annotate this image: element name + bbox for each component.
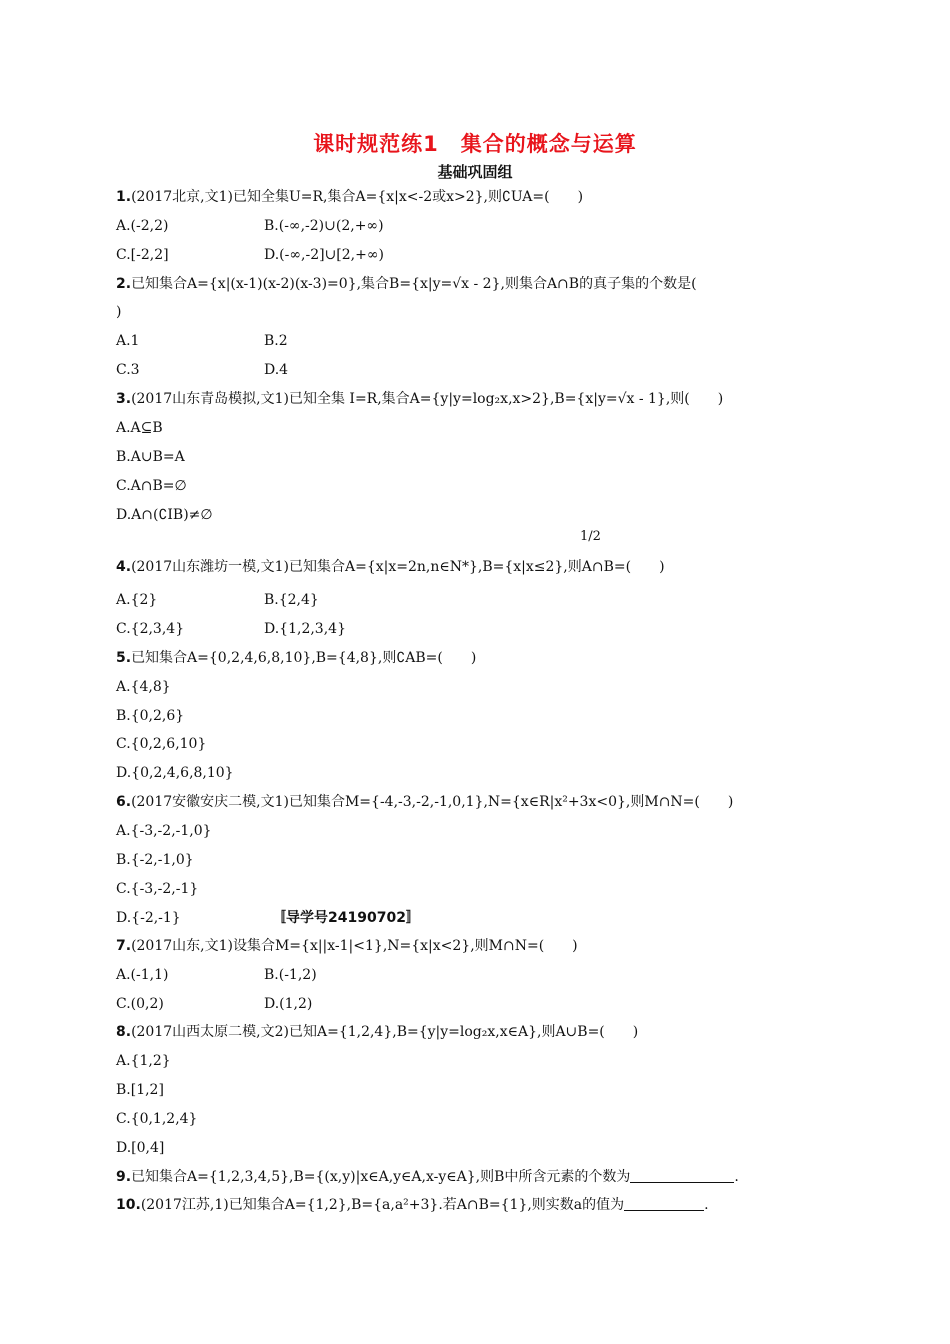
option-b: B.(-1,2) xyxy=(264,967,317,983)
section-title: 基础巩固组 xyxy=(437,163,513,181)
question-text: (2017山西太原二模,文2)已知A={1,2,4},B={y|y=log₂x,x∈A},则A∪B=( ) xyxy=(131,1024,639,1040)
question-number: 7. xyxy=(116,938,132,954)
option-a: A.{1,2} xyxy=(116,1053,171,1069)
page-title: 课时规范练1 集合的概念与运算 xyxy=(313,132,637,156)
question-number: 4. xyxy=(116,559,132,575)
question-text: (2017山东,文1)设集合M={x||x-1|<1},N={x|x<2},则M∩N=( ) xyxy=(131,938,578,954)
option-c: C.3 xyxy=(116,362,140,378)
question-number: 9. xyxy=(116,1169,132,1185)
question-number: 10. xyxy=(116,1197,141,1213)
question-number: 2. xyxy=(116,276,132,292)
question-text: 已知集合A={x|(x-1)(x-2)(x-3)=0},集合B={x|y=√x - 2},则集合A∩B的真子集的个数是( xyxy=(131,276,697,292)
option-a: A.{4,8} xyxy=(116,679,171,695)
document-reference: 〚导学号24190702〛 xyxy=(272,910,420,926)
option-b: B.{2,4} xyxy=(264,592,319,608)
question-text: 已知集合A={1,2,3,4,5},B={(x,y)|x∈A,y∈A,x-y∈A},则B中所含元素的个数为 xyxy=(131,1169,631,1185)
option-a: A.(-1,1) xyxy=(116,967,169,983)
option-d: D.(1,2) xyxy=(264,996,313,1012)
option-a: A.{2} xyxy=(116,592,158,608)
question-number: 6. xyxy=(116,794,132,810)
option-d: D.{0,2,4,6,8,10} xyxy=(116,765,234,781)
option-c: C.{-3,-2,-1} xyxy=(116,881,199,897)
exponent-fraction: 1/2 xyxy=(580,529,601,544)
option-a: A.1 xyxy=(116,333,140,349)
option-b: B.A∪B=A xyxy=(116,449,185,465)
option-d: D.4 xyxy=(264,362,289,378)
option-d: D.[0,4] xyxy=(116,1140,165,1156)
question-text: (2017安徽安庆二模,文1)已知集合M={-4,-3,-2,-1,0,1},N={x∈R|x²+3x<0},则M∩N=( ) xyxy=(131,794,734,810)
question-5 xyxy=(116,648,476,668)
option-c: C.[-2,2] xyxy=(116,247,169,263)
question-text-after: . xyxy=(734,1169,739,1185)
question-text-after: ≤2},则A∩B=( ) xyxy=(533,559,665,575)
option-d: D.(-∞,-2]∪[2,+∞) xyxy=(264,247,384,263)
option-d: D.{-2,-1} xyxy=(116,910,181,926)
question-number: 1. xyxy=(116,189,132,205)
option-b: B.{-2,-1,0} xyxy=(116,852,194,868)
question-text: (2017山东青岛模拟,文1)已知全集 I=R,集合A={y|y=log₂x,x>2},B={x|y=√x - 1},则( ) xyxy=(131,391,724,407)
question-text: (2017江苏,1)已知集合A={1,2},B={a,a²+3}.若A∩B={1},则实数a的值为 xyxy=(140,1197,625,1213)
option-c: C.A∩B=∅ xyxy=(116,478,187,494)
question-number: 3. xyxy=(116,391,132,407)
option-c: C.{0,1,2,4} xyxy=(116,1111,198,1127)
question-text: 已知集合A={0,2,4,6,8,10},B={4,8},则∁AB=( ) xyxy=(131,650,477,666)
question-9 xyxy=(116,1167,739,1187)
question-6 xyxy=(116,792,733,812)
option-b: B.2 xyxy=(264,333,288,349)
question-4 xyxy=(116,557,665,577)
option-d: D.{1,2,3,4} xyxy=(264,621,346,637)
question-1 xyxy=(116,187,583,207)
answer-blank[interactable] xyxy=(624,1196,704,1211)
option-c: C.{0,2,6,10} xyxy=(116,736,207,752)
option-d: D.A∩(∁IB)≠∅ xyxy=(116,507,213,523)
option-a: A.{-3,-2,-1,0} xyxy=(116,823,212,839)
question-text-after: . xyxy=(704,1197,709,1213)
option-a: A.(-2,2) xyxy=(116,218,169,234)
question-text-continuation: ) xyxy=(116,304,122,320)
question-7 xyxy=(116,936,578,956)
question-10 xyxy=(116,1195,709,1215)
option-a: A.A⊆B xyxy=(116,420,163,436)
option-b: B.{0,2,6} xyxy=(116,708,185,724)
question-8 xyxy=(116,1022,638,1042)
option-b: B.(-∞,-2)∪(2,+∞) xyxy=(264,218,384,234)
answer-blank[interactable] xyxy=(630,1168,734,1183)
question-number: 5. xyxy=(116,650,132,666)
question-3 xyxy=(116,389,723,409)
question-number: 8. xyxy=(116,1024,132,1040)
question-2 xyxy=(116,274,697,294)
question-text: (2017北京,文1)已知全集U=R,集合A={x|x<-2或x>2},则∁UA=( ) xyxy=(131,189,584,205)
question-text: (2017山东潍坊一模,文1)已知集合A={x|x=2n,n∈N*},B={x|x xyxy=(131,559,534,575)
option-c: C.{2,3,4} xyxy=(116,621,185,637)
option-c: C.(0,2) xyxy=(116,996,164,1012)
option-b: B.[1,2] xyxy=(116,1082,164,1098)
